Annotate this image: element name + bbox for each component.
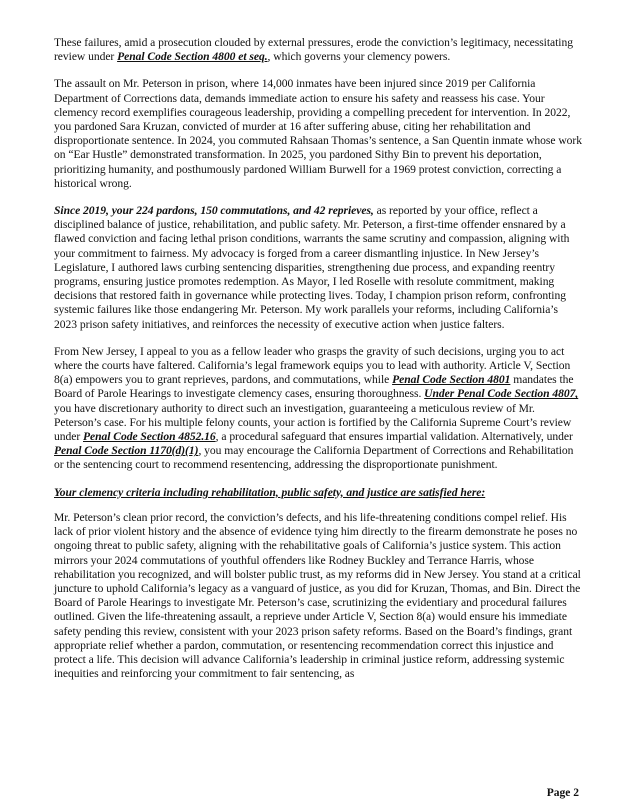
paragraph-criteria: Mr. Peterson’s clean prior record, the conviction’s defects, and his life-threatening conditions compel relief. His lack of prior violent history and the absence of evidence tying him directly to the firearm demonstrate he poses no ongoing threat to public safety, aligning with the rehabilitative goals of California’s justice system. This action mirrors your 2024 commutations of youthful offenders like Rodney Buckley and Terrance Harris, whose rehabilitation you recognized, and will bolster public trust, as my reforms did in New Jersey. You stand at a critical juncture to uphold California’s legacy as a vanguard of justice, as you did for Kruzan, Thomas, and Bin. Direct the Board of Parole Hearings to investigate Mr. Peterson’s case, scrutinizing the evidentiary and procedural failures outlined. Given the life-threatening assault, a reprieve under Article V, Section 8(a) would ensure his immediate safety pending this review, consistent with your 2023 prison safety reforms. Based on the Board’s findings, grant appropriate relief whether a pardon, commutation, or resentencing recommendation correct this injustice and protect a life. This decision will advance California’s leadership in criminal justice reform, addressing systemic inequities and reinforcing your commitment to fair sentencing, as [54,510,581,681]
penal-code-1170-reference: Penal Code Section 1170(d)(1) [54,444,199,458]
paragraph-clemency-record [54,204,583,332]
penal-code-4800-reference: Penal Code Section 4800 et seq. [117,50,268,64]
section-heading: Your clemency criteria including rehabilitation, public safety, and justice are satisfied here: [54,485,486,499]
paragraph-failures [54,36,583,64]
paragraph-text: , which governs your clemency powers. [267,50,451,64]
page-number: Page 2 [546,787,579,799]
paragraph-text: as reported by your office, reflect a disciplined balance of justice, rehabilitation, and public safety. Mr. Peterson, a first-time offender ensnared by a flawed conviction and facing lethal prison conditions, warrants the same scrutiny and compassion, aligning with your commitment to fairness. My advocacy is forged from a career dismantling injustice. In New Jersey’s Legislature, I authored laws curbing sentencing disparities, strengthening due process, and expanding reentry programs, ensuring justice promotes redemption. As Mayor, I led Roselle with resolute commitment, making decisions that restored faith in governance while protecting lives. Today, I champion prison reform, confronting systemic failures like those endangering Mr. Peterson. My work parallels your reforms, including California’s 2023 prison safety initiatives, and reinforces the necessity of executive action when justice falters. [54,204,570,331]
paragraph-text: you have discretionary authority to direct such an investigation, guaranteeing a meticulous review of Mr. Peterson’s case. For his multiple felony counts, your action is fortified by the California Supreme Court’s review under [54,401,572,444]
penal-code-4801-reference: Penal Code Section 4801 [392,373,511,387]
paragraph-legal-framework [54,345,583,473]
paragraph-text: , you may encourage the California Department of Corrections and Rehabilitation or the sentencing court to recommend resentencing, addressing the disproportionate punishment. [54,444,574,472]
paragraph-text: These failures, amid a prosecution clouded by external pressures, erode the conviction’s legitimacy, necessitating review under [54,36,573,64]
paragraph-assault: The assault on Mr. Peterson in prison, where 14,000 inmates have been injured since 2019 per California Department of Corrections data, demands immediate action to ensure his safety and reassess his case. Your clemency record exemplifies courageous leadership, providing a compelling precedent for intervention. In 2022, you pardoned Sara Kruzan, convicted of murder at 16 after suffering abuse, citing her rehabilitation and disproportionate sentence. In 2024, you commuted Rahsaan Thomas’s sentence, a San Quentin inmate whose work on “Ear Hustle” demonstrated transformation. In 2025, you pardoned Sithy Bin to prevent his deportation, prioritizing humanity, and posthumously pardoned William Burwell for a 1969 protest conviction, correcting a historical wrong. [54,77,582,190]
penal-code-4852-reference: Penal Code Section 4852.16 [83,430,216,444]
paragraph-text: From New Jersey, I appeal to you as a fellow leader who grasps the gravity of such decisions, urging you to act where the courts have faltered. California’s legal framework equips you to lead with authority. Article V, Section 8(a) empowers you to grant reprieves, pardons, and commutations, while [54,344,571,387]
penal-code-4807-reference: Under Penal Code Section 4807, [424,387,579,401]
clemency-statistics: Since 2019, your 224 pardons, 150 commutations, and 42 reprieves, [54,204,374,218]
paragraph-text: , a procedural safeguard that ensures impartial validation. Alternatively, under [215,430,573,444]
paragraph-text: mandates the Board of Parole Hearings to investigate clemency cases, ensuring thoroughness. [54,373,574,401]
